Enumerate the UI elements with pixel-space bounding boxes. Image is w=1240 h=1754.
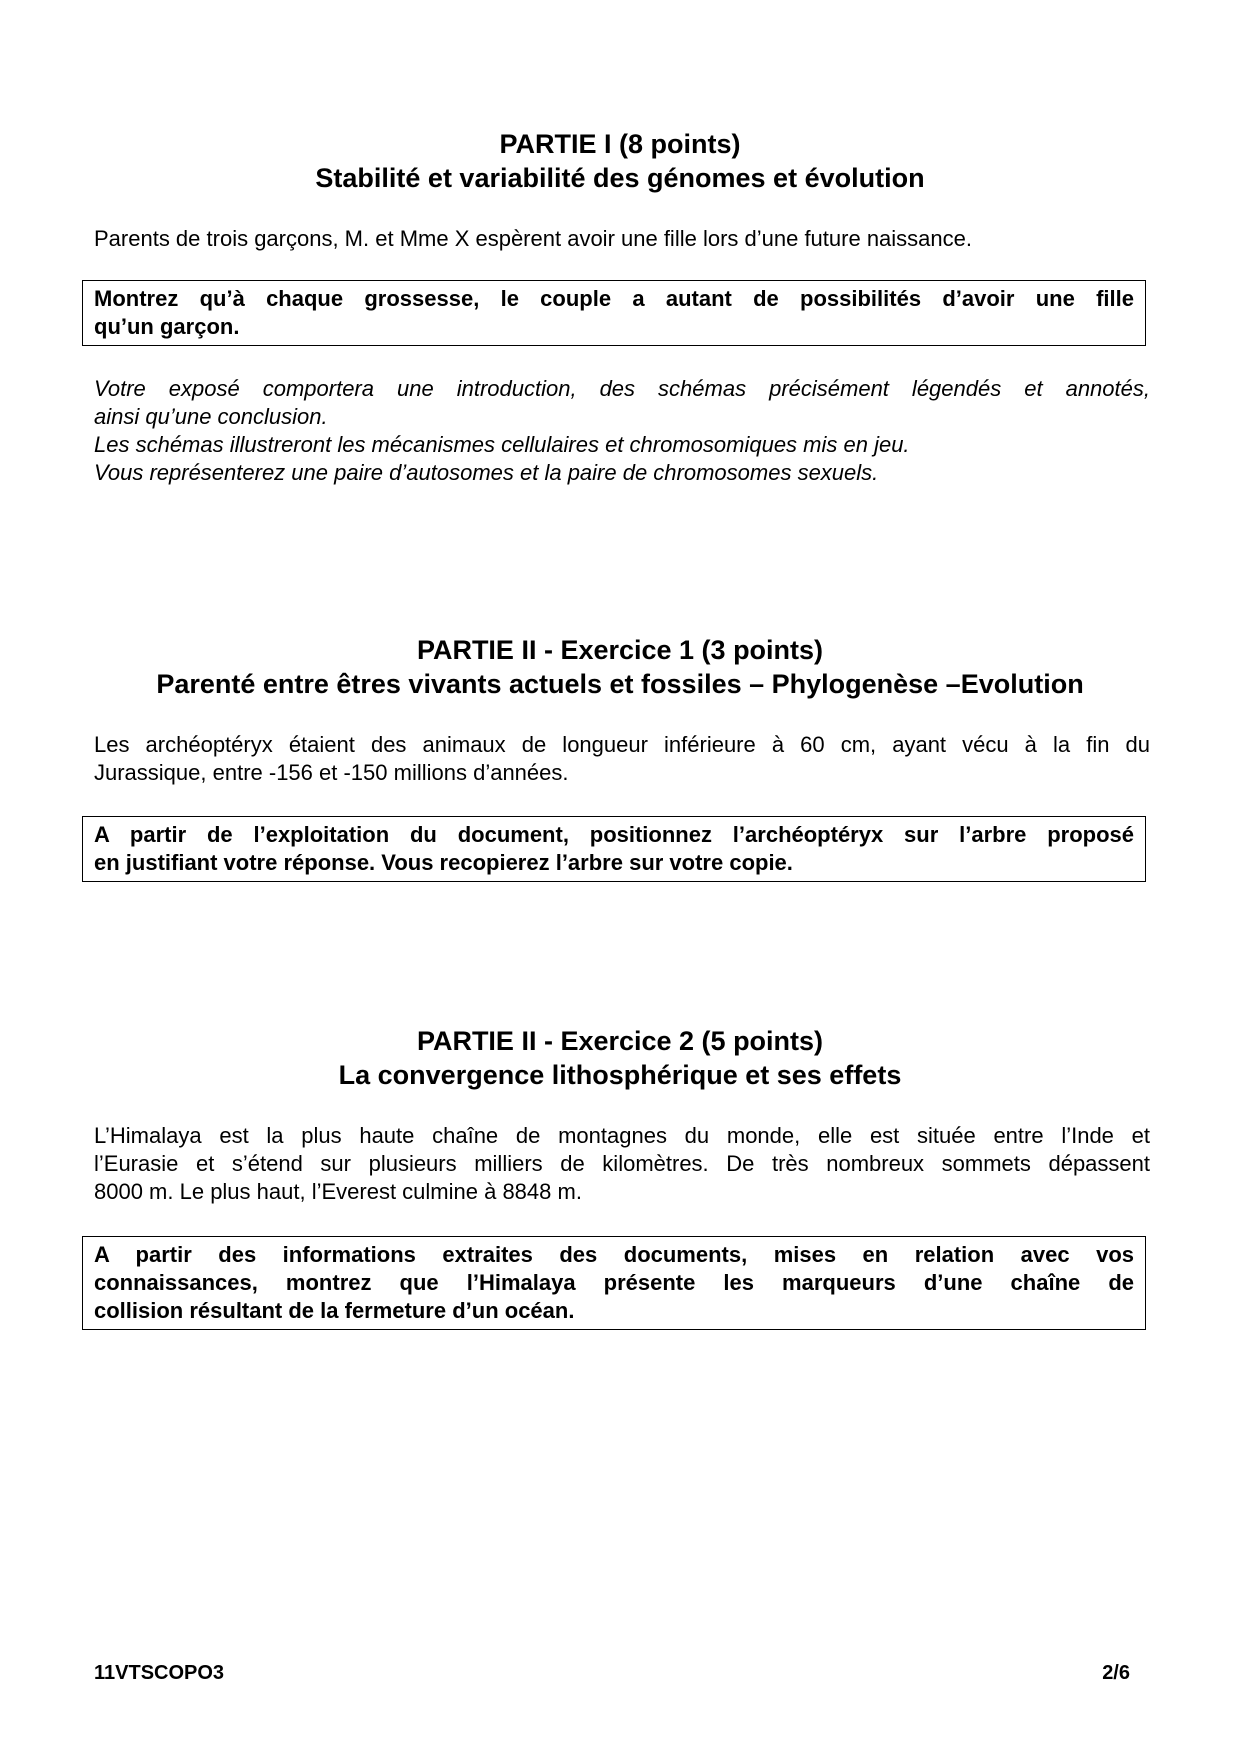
exercice2-intro-line-1: L’Himalaya est la plus haute chaîne de montagnes du monde, elle est située entre l’Inde et — [94, 1123, 1150, 1148]
exercice1-intro — [94, 731, 1150, 787]
partie1-instruction-line-4: Vous représenterez une paire d’autosomes et la paire de chromosomes sexuels. — [94, 460, 879, 485]
footer-page-number: 2/6 — [1102, 1662, 1130, 1684]
exercice1-heading — [0, 633, 1240, 701]
partie1-instruction-line-3: Les schémas illustreront les mécanismes cellulaires et chromosomiques mis en jeu. — [94, 432, 910, 457]
partie1-instruction-line-2: ainsi qu’une conclusion. — [94, 404, 328, 429]
exercice2-task-line-3: collision résultant de la fermeture d’un océan. — [94, 1298, 575, 1323]
exercice2-task-line-2: connaissances, montrez que l’Himalaya présente les marqueurs d’une chaîne de — [94, 1270, 1134, 1295]
partie1-task-box — [82, 280, 1146, 346]
exercice1-title: PARTIE II - Exercice 1 (3 points) — [416, 635, 824, 665]
partie1-instruction-line-1: Votre exposé comportera une introduction, des schémas précisément légendés et annotés, — [94, 376, 1150, 401]
exercice1-task-box — [82, 816, 1146, 882]
partie1-intro: Parents de trois garçons, M. et Mme X espèrent avoir une fille lors d’une future naissance. — [94, 226, 972, 251]
exercice2-heading — [0, 1024, 1240, 1092]
footer-code: 11VTSCOPO3 — [94, 1662, 225, 1684]
exercice2-task-line-1: A partir des informations extraites des documents, mises en relation avec vos — [94, 1242, 1134, 1267]
exercice2-task-box — [82, 1236, 1146, 1330]
exercice2-intro-line-3: 8000 m. Le plus haut, l’Everest culmine à 8848 m. — [94, 1179, 582, 1204]
exercice1-task-line-2: en justifiant votre réponse. Vous recopierez l’arbre sur votre copie. — [94, 850, 793, 875]
exercice1-intro-line-1: Les archéoptéryx étaient des animaux de longueur inférieure à 60 cm, ayant vécu à la fin du — [94, 732, 1150, 757]
exercice2-intro — [94, 1122, 1150, 1206]
exercice2-intro-line-2: l’Eurasie et s’étend sur plusieurs milliers de kilomètres. De très nombreux sommets dépassent — [94, 1151, 1150, 1176]
exercice1-subtitle: Parenté entre êtres vivants actuels et fossiles – Phylogenèse –Evolution — [156, 669, 1084, 699]
exercice1-intro-line-2: Jurassique, entre -156 et -150 millions d’années. — [94, 760, 569, 785]
partie1-heading — [0, 127, 1240, 195]
partie1-subtitle: Stabilité et variabilité des génomes et évolution — [315, 163, 925, 193]
exercice1-task-line-1: A partir de l’exploitation du document, positionnez l’archéoptéryx sur l’arbre proposé — [94, 822, 1134, 847]
partie1-instructions — [94, 375, 1150, 487]
exercice2-title: PARTIE II - Exercice 2 (5 points) — [416, 1026, 824, 1056]
partie1-task-line-1: Montrez qu’à chaque grossesse, le couple a autant de possibilités d’avoir une fille — [94, 286, 1134, 311]
partie1-task-line-2: qu’un garçon. — [94, 314, 240, 339]
exercice2-subtitle: La convergence lithosphérique et ses effets — [338, 1060, 902, 1090]
partie1-title: PARTIE I (8 points) — [499, 129, 741, 159]
